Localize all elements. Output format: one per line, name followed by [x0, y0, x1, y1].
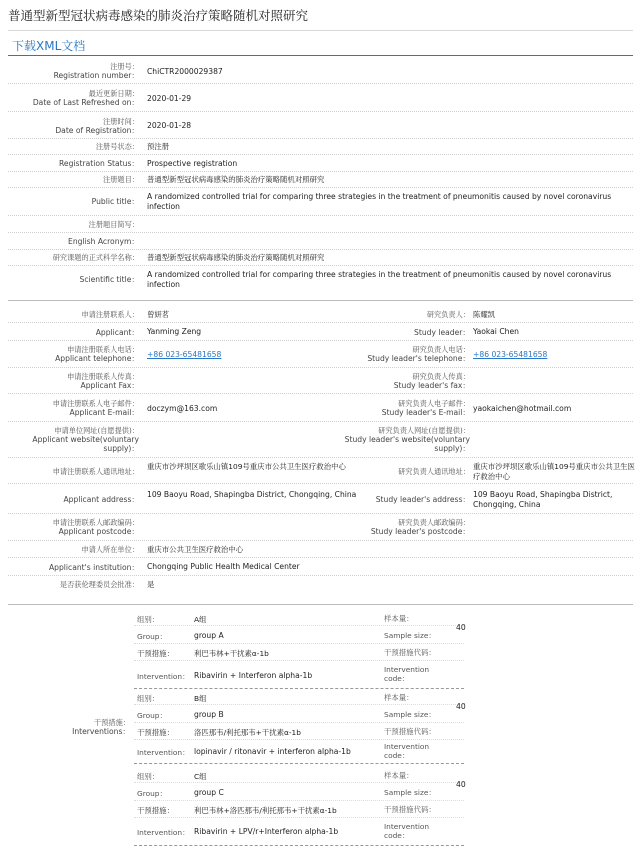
ethics-approval	[8, 576, 633, 593]
lead-mail-en-label: Study leader's E-mail：	[381, 408, 470, 417]
lead-addr-value: 109 Baoyu Road, Shapingba District, Chongqing, China	[473, 490, 613, 509]
iv-en-label: Intervention：	[137, 748, 190, 757]
field-label-en: Date of Registration：	[55, 126, 139, 135]
group-en-label: Group：	[137, 711, 167, 720]
contact-address-en	[8, 484, 633, 514]
applicant-cn-value: 曾妍茗	[147, 310, 170, 319]
size-en-label: Sample size：	[384, 710, 436, 719]
page-title: 普通型新型冠状病毒感染的肺炎治疗策略随机对照研究	[8, 6, 633, 31]
group-en-label: Group：	[137, 789, 167, 798]
intervention-group-a	[134, 610, 464, 689]
field-value: A randomized controlled trial for comparing three strategies in the treatment of pneumonitis caused by novel coronavirus infection	[147, 270, 612, 289]
field-label-en: English Acronym：	[68, 237, 139, 246]
leader-cn-label: 研究负责人：	[426, 310, 470, 319]
contact-telephone	[8, 341, 633, 368]
group-en-value: group A	[194, 631, 224, 640]
lead-web-en-label-1: Study leader's website(voluntary	[344, 435, 470, 444]
field-label-cn: 注册题目：	[103, 175, 139, 184]
field-status-cn	[8, 139, 633, 155]
field-label-en: Date of Last Refreshed on：	[32, 98, 139, 107]
field-public-title-en	[8, 188, 633, 216]
app-web-en-label-1: Applicant website(voluntary	[32, 435, 139, 444]
lead-post-cn-label: 研究负责人邮政编码：	[398, 518, 470, 527]
size-cn-label: 样本量：	[384, 693, 414, 702]
field-label-cn: 研究课题的正式科学名称：	[52, 253, 139, 262]
applicant-telephone-link[interactable]: +86 023-65481658	[147, 350, 222, 359]
app-addr-value: 109 Baoyu Road, Shapingba District, Chongqing, China	[147, 490, 357, 499]
iv-en-value: Ribavirin + Interferon alpha-1b	[194, 671, 313, 680]
inst-label: Applicant's institution：	[48, 563, 139, 572]
intervention-group-b	[134, 689, 464, 764]
iv-en-label: Intervention：	[137, 672, 190, 681]
app-post-en-label: Applicant postcode：	[58, 527, 139, 536]
group-en-value: group B	[194, 710, 224, 719]
code-en-label-2: code：	[384, 751, 410, 760]
lead-mail-cn-label: 研究负责人电子邮件：	[398, 399, 470, 408]
field-value: ChiCTR2000029387	[147, 67, 223, 76]
app-addr-label: Applicant address：	[63, 495, 139, 504]
leader-telephone-link[interactable]: +86 023-65481658	[473, 350, 548, 359]
download-xml-link[interactable]: 下载XML文档	[12, 39, 86, 53]
code-cn-label: 干预措施代码：	[384, 805, 436, 814]
contact-email	[8, 394, 633, 422]
contact-address-cn	[8, 458, 633, 484]
field-value: A randomized controlled trial for comparing three strategies in the treatment of pneumonitis caused by novel coronavirus infection	[147, 192, 612, 211]
lead-web-cn-label: 研究负责人网址(自愿提供)：	[378, 426, 470, 435]
field-value: 预注册	[147, 142, 170, 151]
group-en-value: group C	[194, 788, 224, 797]
app-fax-en-label: Applicant Fax：	[80, 381, 139, 390]
contact-names-en	[8, 323, 633, 341]
field-label-cn: 注册号：	[110, 62, 139, 71]
intervention-group-c	[134, 767, 464, 846]
app-addr-cn-label: 申请注册联系人通讯地址：	[52, 467, 139, 476]
contact-postcode	[8, 514, 633, 541]
app-tel-cn-label: 申请注册联系人电话：	[67, 345, 139, 354]
ethics-value: 是	[147, 580, 155, 589]
applicant-cn-label: 申请注册联系人：	[81, 310, 139, 319]
lead-post-en-label: Study leader's postcode：	[370, 527, 470, 536]
iv-en-value: lopinavir / ritonavir + interferon alpha-1b	[194, 747, 351, 756]
size-en-label: Sample size：	[384, 788, 436, 797]
lead-tel-cn-label: 研究负责人电话：	[412, 345, 470, 354]
field-scientific-title-en	[8, 266, 633, 294]
applicant-email: doczym@163.com	[147, 404, 218, 413]
lead-addr-cn-value: 重庆市沙坪坝区歌乐山镇109号重庆市公共卫生医疗救治中心	[473, 462, 635, 481]
sample-size-value: 40	[456, 623, 466, 632]
lead-addr-label: Study leader's address：	[375, 495, 470, 504]
group-cn-value: B组	[194, 694, 207, 703]
institution-en	[8, 558, 633, 576]
app-mail-en-label: Applicant E-mail：	[69, 408, 139, 417]
field-value: 2020-01-29	[147, 94, 192, 103]
app-post-cn-label: 申请注册联系人邮政编码：	[52, 518, 139, 527]
group-cn-value: C组	[194, 772, 207, 781]
leader-value: Yaokai Chen	[473, 327, 519, 336]
field-last-refreshed	[8, 84, 633, 112]
field-label-cn: 注册题目简写：	[88, 220, 139, 229]
applicant-label: Applicant：	[95, 328, 139, 337]
size-en-label: Sample size：	[384, 631, 436, 640]
field-registration-number	[8, 58, 633, 84]
lead-tel-en-label: Study leader's telephone：	[367, 354, 470, 363]
interventions-label-cn: 干预措施：	[94, 718, 130, 727]
inst-cn-label: 申请人所在单位：	[81, 545, 139, 554]
app-web-en-label-2: supply)：	[103, 444, 139, 453]
iv-en-value: Ribavirin + LPV/r+Interferon alpha-1b	[194, 827, 339, 836]
code-en-label-1: Intervention	[384, 822, 430, 831]
leader-cn-value: 陈耀凯	[473, 310, 496, 319]
lead-addr-cn-label: 研究负责人通讯地址：	[398, 467, 470, 476]
inst-cn-value: 重庆市公共卫生医疗救治中心	[147, 545, 244, 554]
app-tel-en-label: Applicant telephone：	[55, 354, 139, 363]
iv-cn-value: 洛匹那韦/利托那韦+干扰素α-1b	[194, 728, 301, 737]
code-en-label-1: Intervention	[384, 742, 430, 751]
contact-fax	[8, 368, 633, 394]
app-fax-cn-label: 申请注册联系人传真：	[67, 372, 139, 381]
lead-fax-cn-label: 研究负责人传真：	[412, 372, 470, 381]
institution-cn	[8, 541, 633, 558]
sample-size-value: 40	[456, 780, 466, 789]
iv-en-label: Intervention：	[137, 828, 190, 837]
field-status-en	[8, 155, 633, 172]
ethics-label: 是否获伦理委员会批准：	[59, 580, 139, 589]
field-value: 2020-01-28	[147, 121, 192, 130]
inst-value: Chongqing Public Health Medical Center	[147, 562, 300, 571]
field-scientific-title-cn	[8, 250, 633, 266]
iv-cn-label: 干预措施：	[137, 649, 174, 658]
app-addr-cn-value: 重庆市沙坪坝区歌乐山镇109号重庆市公共卫生医疗救治中心	[147, 462, 346, 471]
lead-fax-en-label: Study leader's fax：	[393, 381, 470, 390]
size-cn-label: 样本量：	[384, 771, 414, 780]
leader-label: Study leader：	[414, 328, 470, 337]
code-cn-label: 干预措施代码：	[384, 648, 436, 657]
iv-cn-value: 利巴韦林+洛匹那韦/利托那韦+干扰素α-1b	[194, 806, 337, 815]
code-en-label-2: code：	[384, 831, 410, 840]
group-cn-label: 组别：	[137, 694, 160, 703]
contact-website	[8, 422, 633, 458]
field-acronym-cn	[8, 216, 633, 233]
field-public-title-cn	[8, 172, 633, 188]
field-value: Prospective registration	[147, 159, 238, 168]
divider	[8, 55, 633, 56]
size-cn-label: 样本量：	[384, 614, 414, 623]
field-label-en: Scientific title：	[79, 275, 139, 284]
code-en-label-2: code：	[384, 674, 410, 683]
group-cn-label: 组别：	[137, 615, 160, 624]
code-en-label-1: Intervention	[384, 665, 430, 674]
group-en-label: Group：	[137, 632, 167, 641]
iv-cn-value: 利巴韦林+干扰素α-1b	[194, 649, 269, 658]
group-cn-label: 组别：	[137, 772, 160, 781]
code-cn-label: 干预措施代码：	[384, 727, 436, 736]
lead-web-en-label-2: supply)：	[434, 444, 470, 453]
field-registration-date	[8, 112, 633, 139]
field-label-en: Public title：	[91, 197, 139, 206]
leader-email: yaokaichen@hotmail.com	[473, 404, 572, 413]
field-label-cn: 最近更新日期：	[88, 89, 139, 98]
iv-cn-label: 干预措施：	[137, 728, 174, 737]
contact-names-cn	[8, 306, 633, 323]
field-label-cn: 注册号状态：	[95, 142, 139, 151]
field-value: 普通型新型冠状病毒感染的肺炎治疗策略随机对照研究	[147, 253, 325, 262]
field-label-cn: 注册时间：	[103, 117, 139, 126]
field-label-en: Registration number：	[53, 71, 139, 80]
group-cn-value: A组	[194, 615, 207, 624]
app-mail-cn-label: 申请注册联系人电子邮件：	[52, 399, 139, 408]
app-web-cn-label: 申请单位网址(自愿提供)：	[54, 426, 139, 435]
section-divider	[8, 300, 633, 301]
field-label-en: Registration Status：	[59, 159, 139, 168]
sample-size-value: 40	[456, 702, 466, 711]
field-acronym-en	[8, 233, 633, 250]
interventions-label-en: Interventions：	[72, 727, 130, 736]
section-divider	[8, 604, 633, 605]
iv-cn-label: 干预措施：	[137, 806, 174, 815]
field-value: 普通型新型冠状病毒感染的肺炎治疗策略随机对照研究	[147, 175, 325, 184]
applicant-value: Yanming Zeng	[147, 327, 202, 336]
